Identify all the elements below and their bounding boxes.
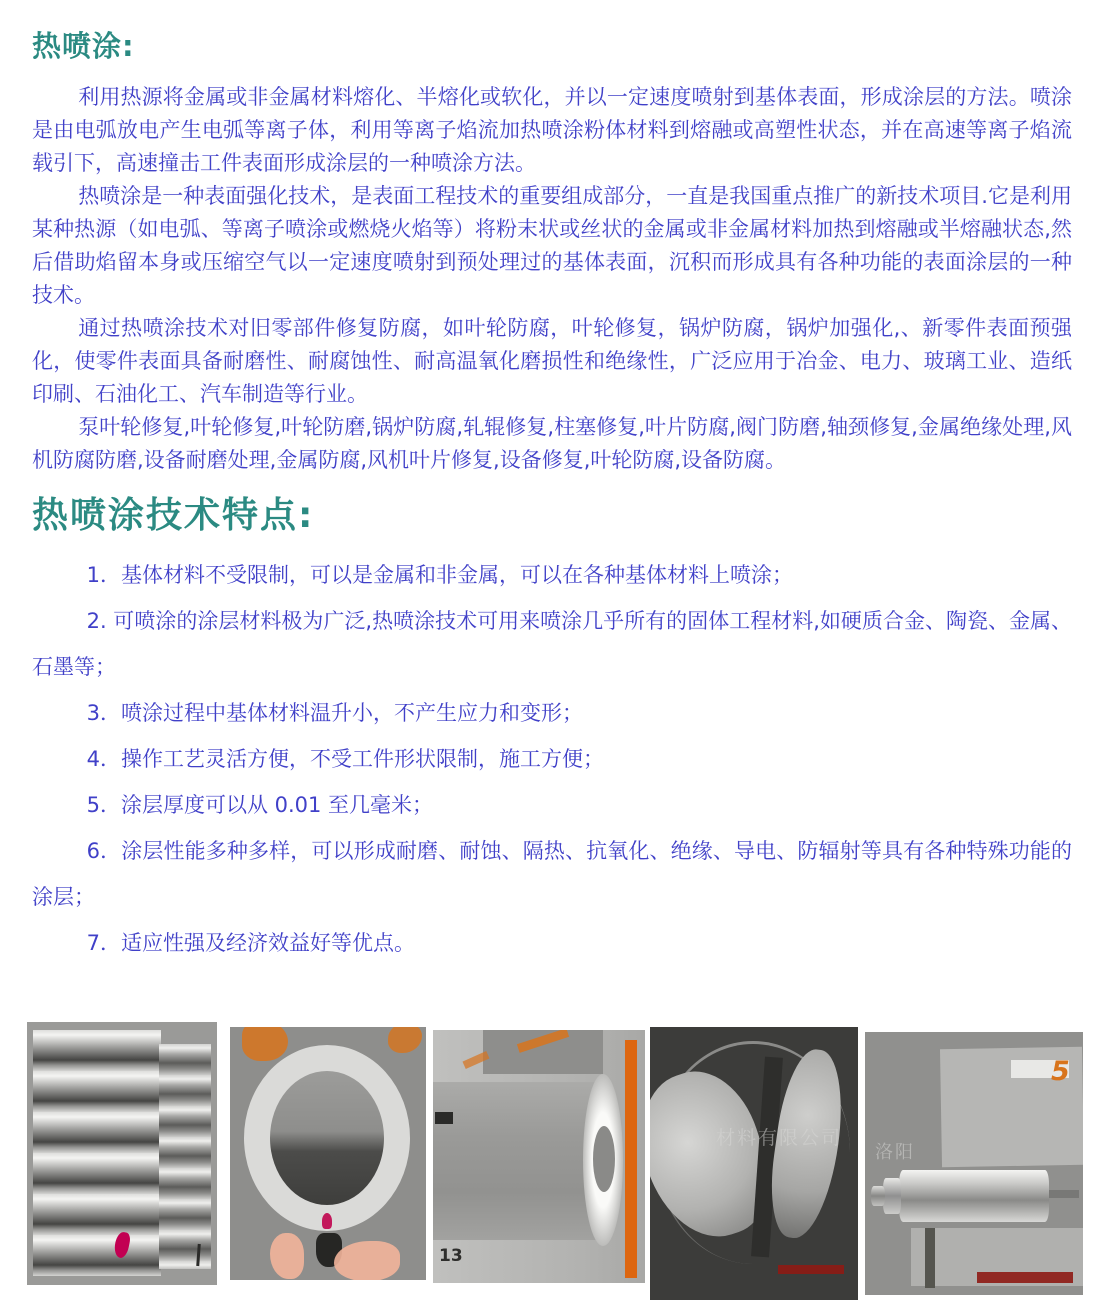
magenta-mark-icon: [322, 1213, 332, 1229]
feature-item: 2. 可喷涂的涂层材料极为广泛,热喷涂技术可用来喷涂几乎所有的固体工程材料,如硬质合金、陶瓷、金属、石墨等；: [32, 609, 1072, 679]
shaft-stack-right: [159, 1044, 211, 1269]
feature-item: 5．涂层厚度可以从 0.01 至几毫米；: [86, 793, 434, 817]
feature-item: 1．基体材料不受限制，可以是金属和非金属，可以在各种基体材料上喷涂；: [86, 563, 793, 587]
photo-gallery: [27, 1020, 1083, 1305]
red-caption-mark: [977, 1272, 1073, 1283]
shaft-step-shape: [883, 1178, 901, 1214]
shaft-step-shape: [871, 1186, 885, 1206]
roller-drum-shape: [433, 1082, 601, 1240]
ceramic-ring-photo: [230, 1027, 426, 1280]
orange-stripe: [625, 1040, 637, 1278]
feature-item: 3．喷涂过程中基体材料温升小，不产生应力和变形；: [86, 701, 583, 725]
polished-shaft-photo: [865, 1032, 1083, 1295]
feature-item: 4．操作工艺灵活方便，不受工件形状限制，施工方便；: [86, 747, 604, 771]
photo-watermark: 材料有限公司: [716, 1127, 843, 1149]
shaft-rod-shape: [1049, 1190, 1079, 1198]
shaft-body-shape: [899, 1170, 1049, 1222]
coated-roller-photo: [433, 1030, 645, 1283]
red-caption-mark: [778, 1265, 844, 1274]
intro-paragraph: 通过热喷涂技术对旧零部件修复防腐，如叶轮防腐，叶轮修复，锅炉防腐，锅炉加强化,、新零件表面预强化，使零件表面具备耐磨性、耐腐蚀性、耐高温氧化磨损性和绝缘性，广泛应用于冶金、电力、玻璃工业、造纸印刷、石油化工、汽车制造等行业。: [32, 316, 1072, 406]
pink-blob-icon: [270, 1233, 304, 1279]
roller-hub-shape: [593, 1126, 615, 1192]
intro-paragraph: 利用热源将金属或非金属材料熔化、半熔化或软化，并以一定速度喷射到基体表面，形成涂层的方法。喷涂是由电弧放电产生电弧等离子体，利用等离子焰流加热喷涂粉体材料到熔融或高塑性状态，并在高速等离子焰流载引下，高速撞击工件表面形成涂层的一种喷涂方法。: [32, 85, 1072, 175]
feature-item: 6．涂层性能多种多样，可以形成耐磨、耐蚀、隔热、抗氧化、绝缘、导电、防辐射等具有各种特殊功能的涂层；: [32, 839, 1072, 909]
orange-blob-icon: [388, 1027, 422, 1053]
orange-blob-icon: [242, 1027, 288, 1061]
pink-blob-icon: [334, 1241, 400, 1280]
photo-watermark: 洛阳: [875, 1142, 915, 1163]
heading-features: 热喷涂技术特点:: [32, 495, 315, 536]
photo-number-label: 13: [439, 1246, 463, 1266]
metal-shafts-photo: [27, 1022, 217, 1285]
photo-number-label: 5: [1051, 1056, 1070, 1087]
shaft-stack-left: [33, 1030, 161, 1276]
intro-paragraph: 泵叶轮修复,叶轮修复,叶轮防磨,锅炉防腐,轧辊修复,柱塞修复,叶片防腐,阀门防磨,轴颈修复,金属绝缘处理,风机防腐防磨,设备耐磨处理,金属防腐,风机叶片修复,设备修复,叶轮防腐,设备防腐。: [32, 415, 1072, 472]
impeller-blade-photo: [650, 1027, 858, 1300]
support-leg-shape: [925, 1228, 935, 1288]
feature-item: 7．适应性强及经济效益好等优点。: [86, 931, 415, 955]
intro-section: [32, 81, 1072, 477]
intro-paragraph: 热喷涂是一种表面强化技术，是表面工程技术的重要组成部分，一直是我国重点推广的新技术项目.它是利用某种热源（如电弧、等离子喷涂或燃烧火焰等）将粉末状或丝状的金属或非金属材料加热到熔融或半熔融状态,然后借助焰留本身或压缩空气以一定速度喷射到预处理过的基体表面，沉积而形成具有各种功能的表面涂层的一种技术。: [32, 184, 1072, 307]
dark-mark-icon: [435, 1112, 453, 1124]
white-ring-shape: [244, 1045, 410, 1231]
features-list: [32, 552, 1072, 966]
heading-thermal-spray: 热喷涂:: [32, 29, 135, 63]
